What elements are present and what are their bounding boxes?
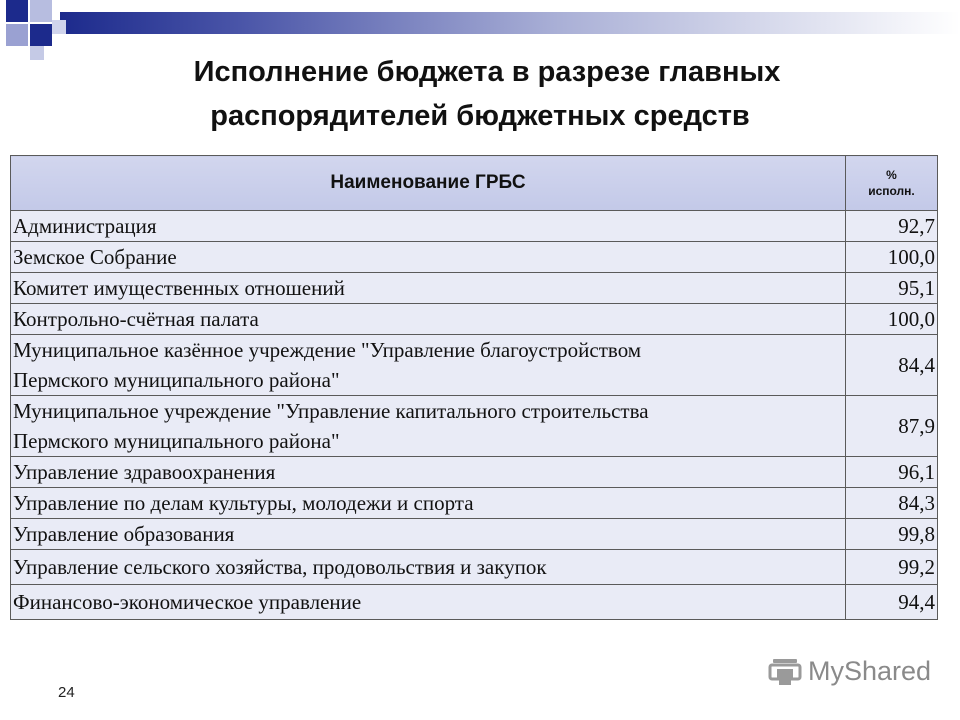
table-row [11,396,938,457]
header-percent [846,156,938,211]
row-value: 99,2 [846,550,938,585]
row-value: 96,1 [846,457,938,488]
header-percent-sign: % [886,168,897,182]
row-name: Контрольно-счётная палата [11,304,846,335]
table-row [11,457,938,488]
row-name-line2: Пермского муниципального района" [13,429,340,453]
slide-title [0,50,960,138]
table-row [11,519,938,550]
row-value: 95,1 [846,273,938,304]
table-header-row [11,156,938,211]
table-row [11,550,938,585]
table-row [11,273,938,304]
row-name-line1: Муниципальное учреждение "Управление капитального строительства [13,399,649,423]
row-name-line1: Муниципальное казённое учреждение "Управление благоустройством [13,338,642,362]
slide-title-line2: распорядителей бюджетных средств [210,100,750,132]
slide-title-line1: Исполнение бюджета в разрезе главных [193,56,781,88]
myshared-logo-icon [768,657,802,687]
row-value: 87,9 [846,396,938,457]
row-name: Управление здравоохранения [11,457,846,488]
decorative-header-bar [60,12,960,34]
row-value: 99,8 [846,519,938,550]
decorative-square [52,20,66,34]
row-value: 100,0 [846,304,938,335]
row-name: Администрация [11,211,846,242]
budget-table [10,155,938,620]
row-value: 84,4 [846,335,938,396]
row-value: 92,7 [846,211,938,242]
decorative-square [6,24,28,46]
watermark-text: MyShared [808,656,932,686]
row-value: 94,4 [846,585,938,620]
header-name: Наименование ГРБС [11,156,846,211]
decorative-square [30,24,52,46]
page-number: 24 [58,684,75,701]
table-row [11,335,938,396]
row-name [11,396,846,457]
watermark[interactable] [768,656,931,687]
decorative-square [6,0,28,22]
row-name: Земское Собрание [11,242,846,273]
row-name: Управление сельского хозяйства, продовольствия и закупок [11,550,846,585]
table-row [11,585,938,620]
table-row [11,488,938,519]
row-name: Управление по делам культуры, молодежи и спорта [11,488,846,519]
row-value: 84,3 [846,488,938,519]
row-name-line2: Пермского муниципального района" [13,368,340,392]
row-value: 100,0 [846,242,938,273]
row-name: Комитет имущественных отношений [11,273,846,304]
table-row [11,242,938,273]
row-name [11,335,846,396]
table-row [11,211,938,242]
row-name: Управление образования [11,519,846,550]
row-name: Финансово-экономическое управление [11,585,846,620]
table-row [11,304,938,335]
header-percent-label: исполн. [868,184,915,198]
decorative-square [30,0,52,22]
